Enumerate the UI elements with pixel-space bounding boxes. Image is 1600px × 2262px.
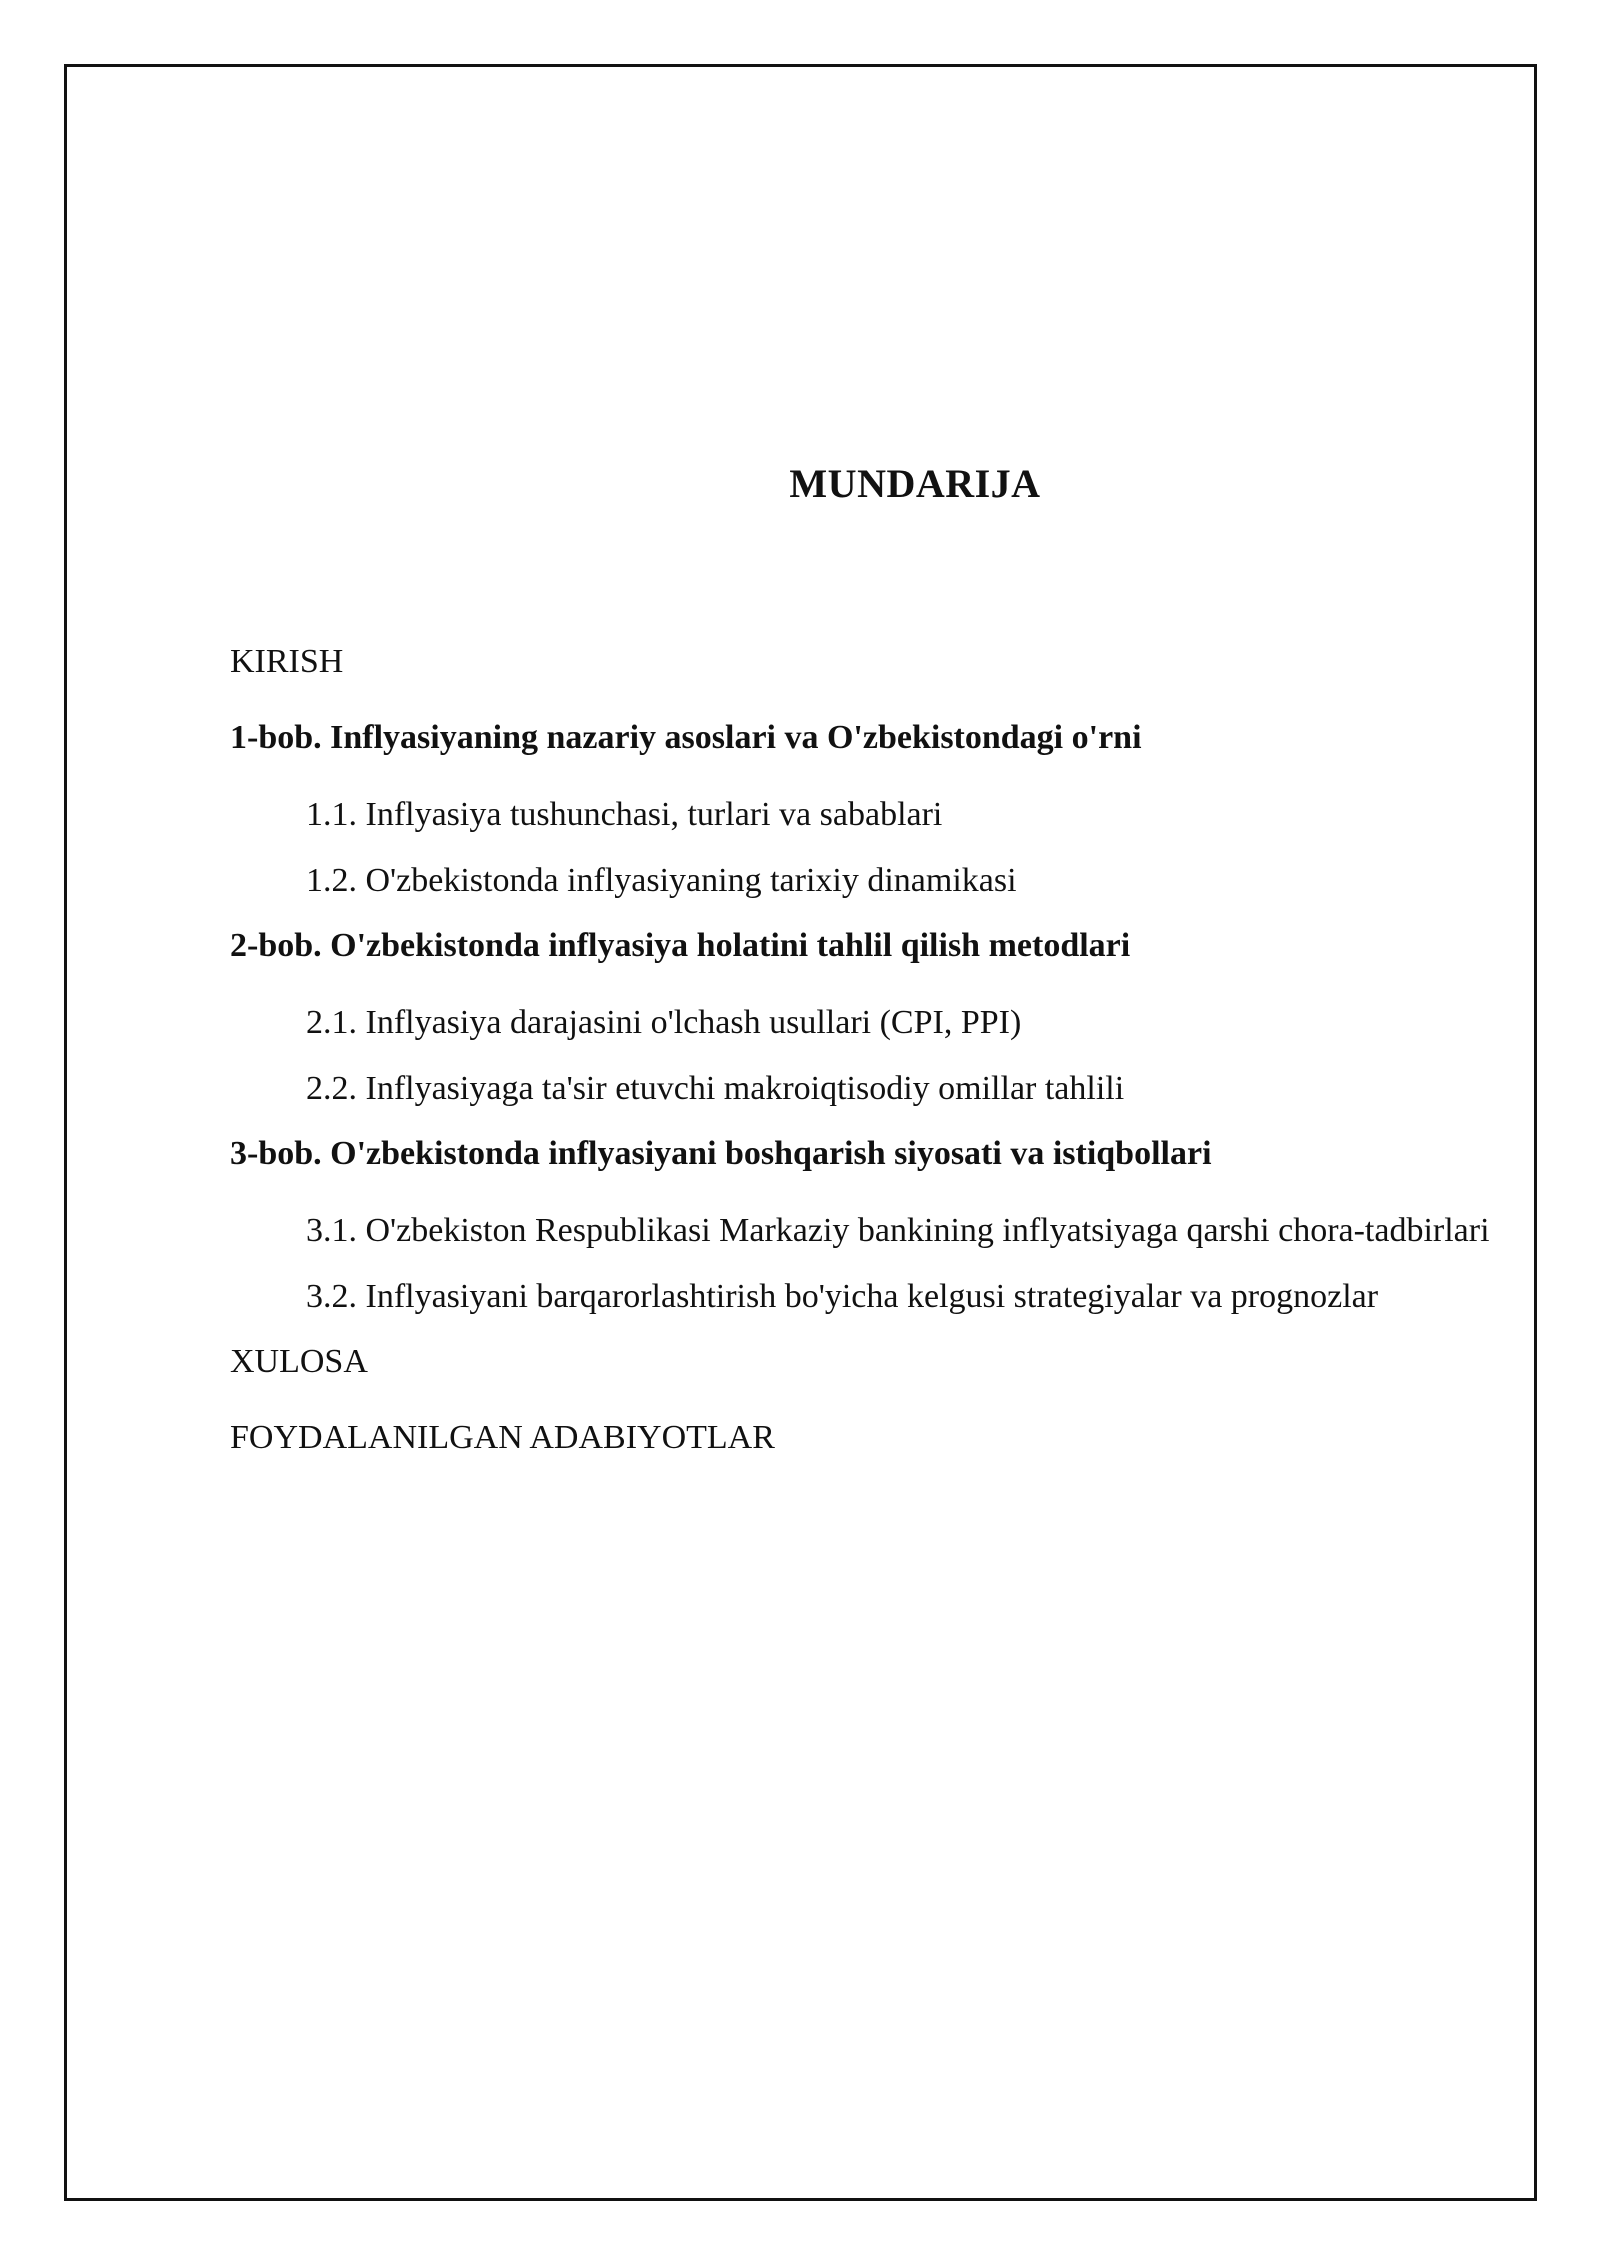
toc-section-2-1: 2.1. Inflyasiya darajasini o'lchash usullari (CPI, PPI): [306, 1004, 1022, 1041]
toc-section-1-1: 1.1. Inflyasiya tushunchasi, turlari va sabablari: [306, 796, 943, 833]
toc-section-3-1: 3.1. O'zbekiston Respublikasi Markaziy bankining inflyatsiyaga qarshi chora-tadbirlari: [306, 1212, 1490, 1249]
page-title: MUNDARIJA: [789, 461, 1041, 506]
toc-section-3-2: 3.2. Inflyasiyani barqarorlashtirish bo'yicha kelgusi strategiyalar va prognozlar: [306, 1278, 1379, 1315]
toc-entry-kirish: KIRISH: [230, 643, 344, 680]
table-of-contents: [230, 640, 1490, 1492]
toc-chapter-1: 1-bob. Inflyasiyaning nazariy asoslari va O'zbekistondagi o'rni: [230, 719, 1142, 756]
toc-chapter-2: 2-bob. O'zbekistonda inflyasiya holatini tahlil qilish metodlari: [230, 927, 1131, 964]
toc-section-2-2: 2.2. Inflyasiyaga ta'sir etuvchi makroiqtisodiy omillar tahlili: [306, 1070, 1125, 1107]
toc-entry-references: FOYDALANILGAN ADABIYOTLAR: [230, 1419, 775, 1456]
toc-section-1-2: 1.2. O'zbekistonda inflyasiyaning tarixiy dinamikasi: [306, 862, 1017, 899]
toc-chapter-3: 3-bob. O'zbekistonda inflyasiyani boshqarish siyosati va istiqbollari: [230, 1135, 1212, 1172]
toc-entry-xulosa: XULOSA: [230, 1343, 368, 1380]
